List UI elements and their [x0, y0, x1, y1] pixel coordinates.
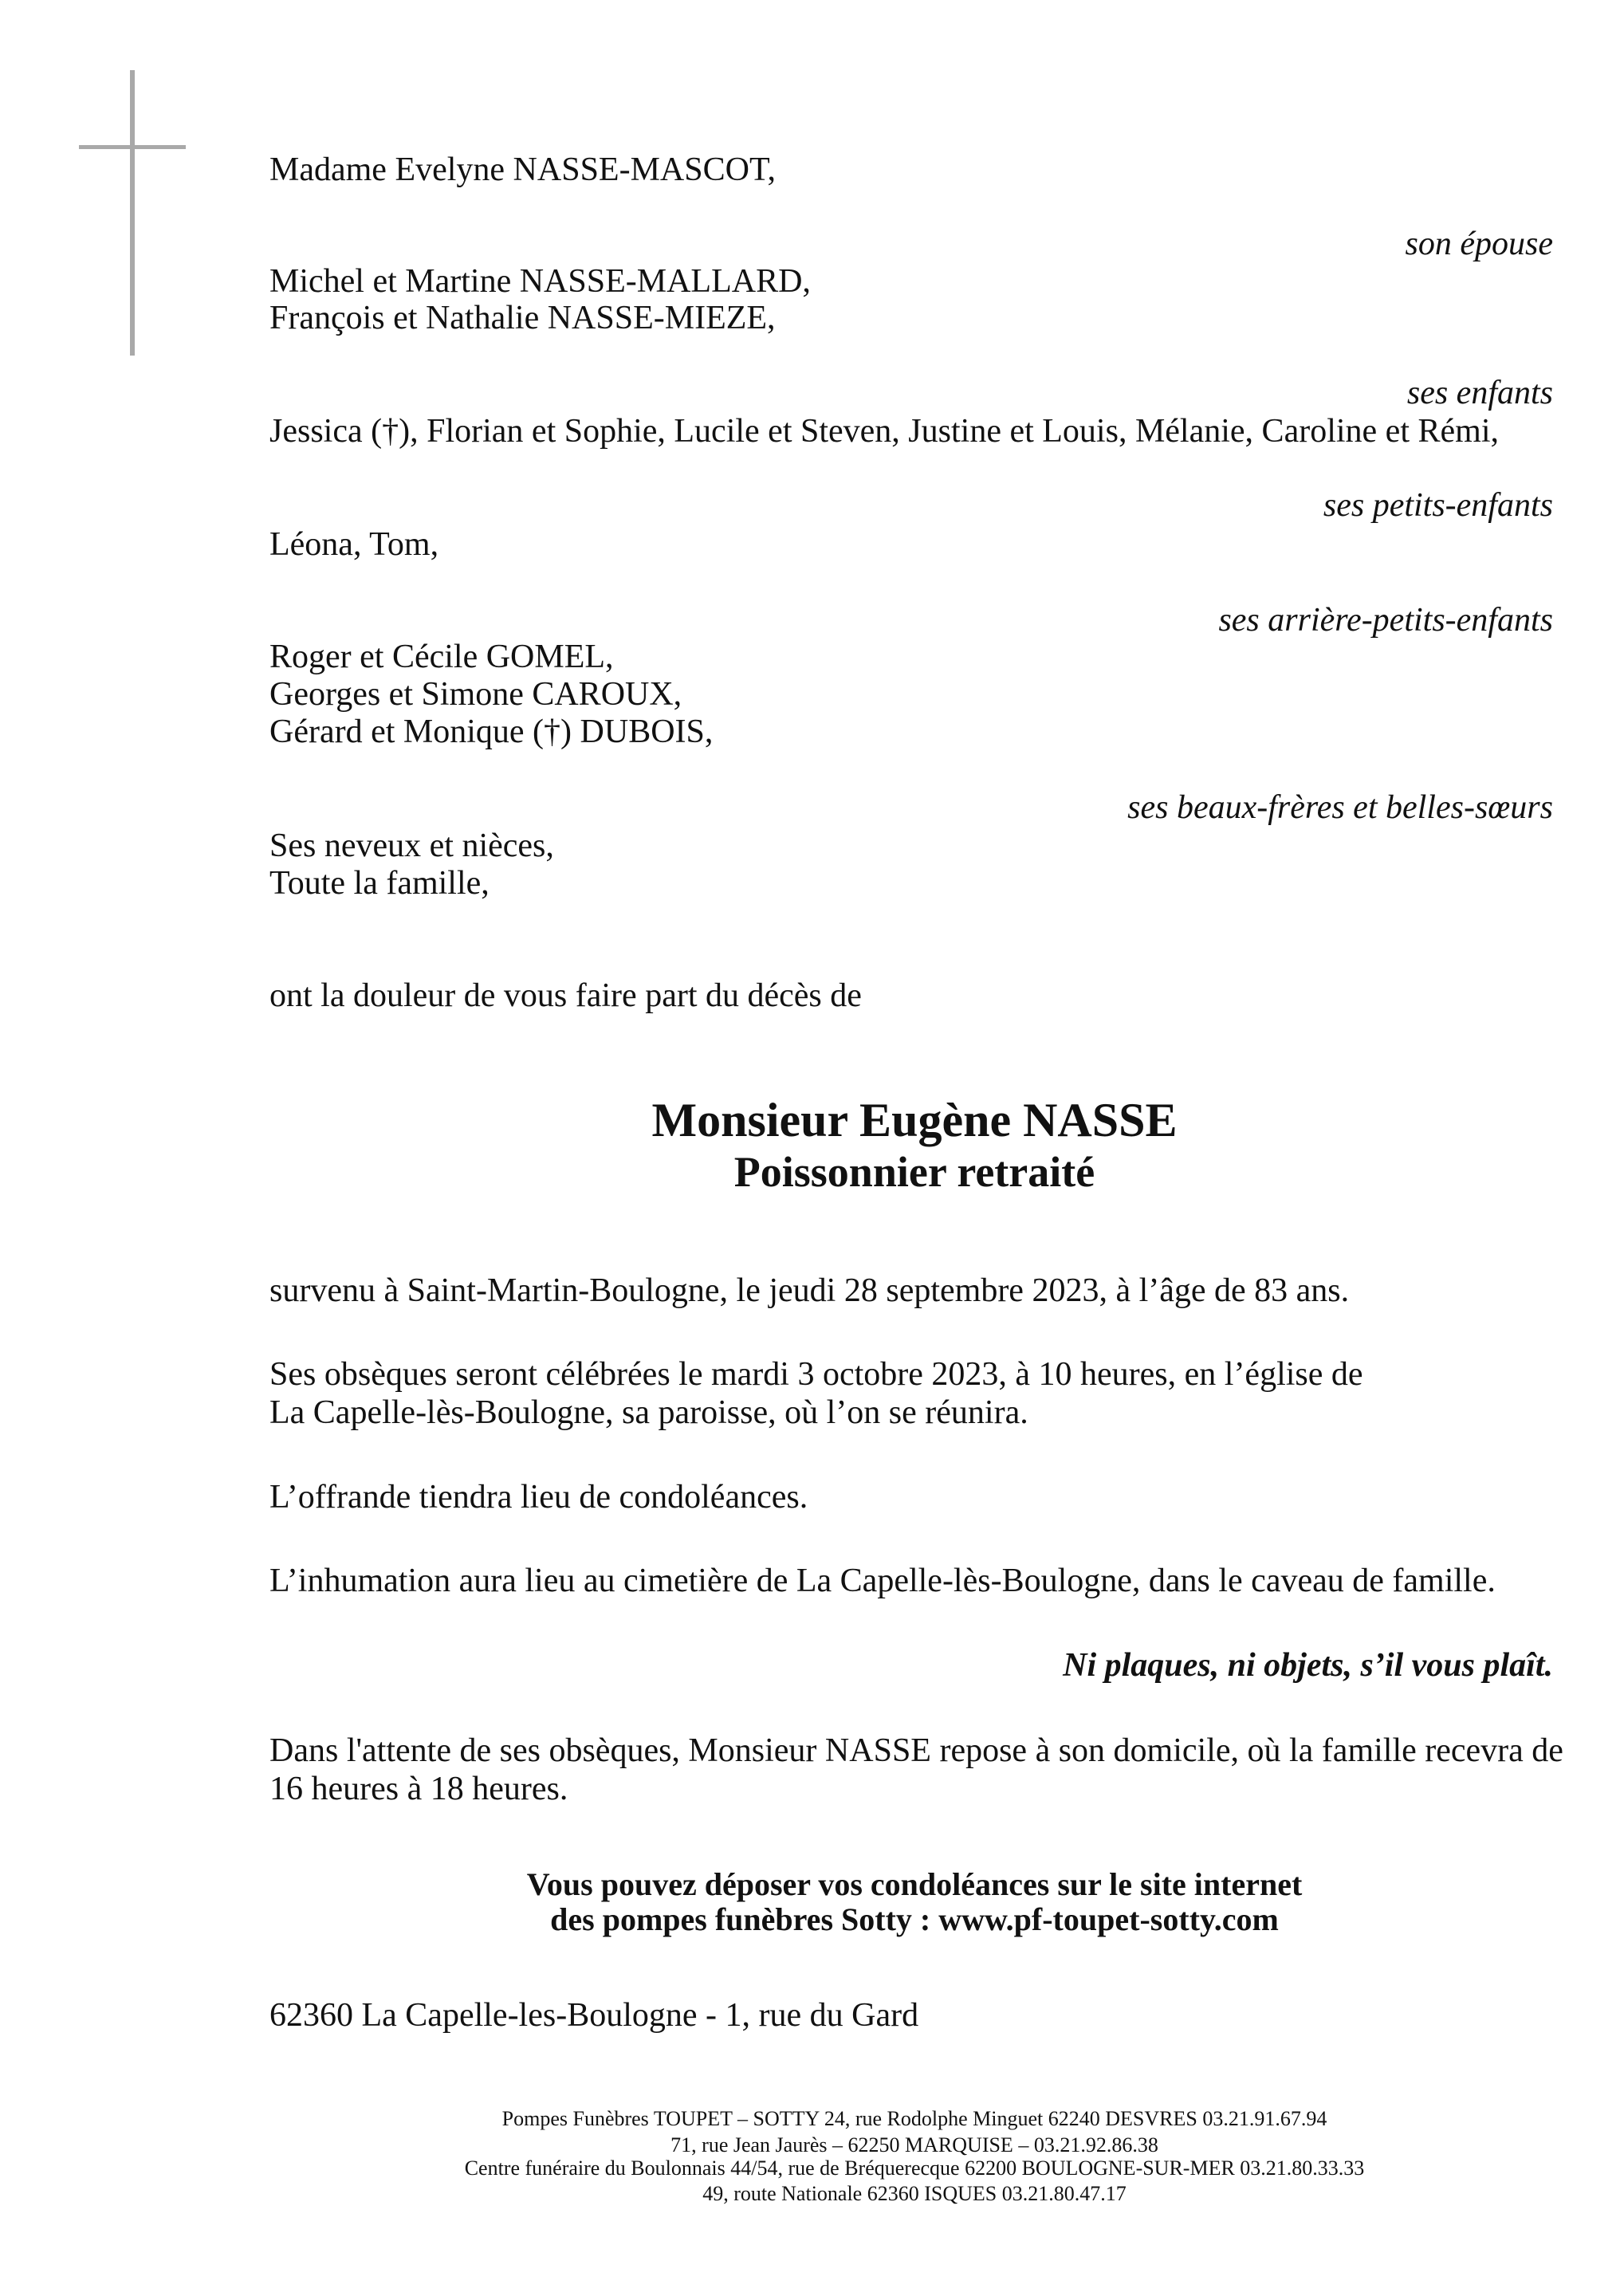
spouse-name: Madame Evelyne NASSE-MASCOT, — [269, 151, 776, 188]
child-name: François et Nathalie NASSE-MIEZE, — [269, 300, 776, 336]
spouse-relation: son épouse — [1405, 226, 1553, 262]
great-grandchildren-relation: ses arrière-petits-enfants — [1218, 602, 1553, 639]
burial-details: L’inhumation aura lieu au cimetière de La Capelle-lès-Boulogne, dans le caveau de famille. — [269, 1563, 1496, 1599]
deceased-name: Monsieur Eugène NASSE — [651, 1094, 1178, 1146]
in-law-name: Gérard et Monique (†) DUBOIS, — [269, 714, 714, 750]
footer-line: Centre funéraire du Boulonnais 44/54, rue de Bréquerecque 62200 BOULOGNE-SUR-MER 03.21.80.33.33 — [464, 2156, 1365, 2180]
in-law-name: Roger et Cécile GOMEL, — [269, 639, 614, 675]
grandchildren-relation: ses petits-enfants — [1323, 487, 1553, 524]
funeral-details: Ses obsèques seront célébrées le mardi 3 octobre 2023, à 10 heures, en l’église de — [269, 1356, 1363, 1393]
cross-vertical-bar — [130, 70, 135, 356]
footer-line: Pompes Funèbres TOUPET – SOTTY 24, rue Rodolphe Minguet 62240 DESVRES 03.21.91.67.94 — [501, 2107, 1327, 2130]
visitation-details: Dans l'attente de ses obsèques, Monsieur NASSE repose à son domicile, où la famille recevra de — [269, 1732, 1563, 1769]
cross-horizontal-bar — [79, 145, 186, 149]
in-law-name: Georges et Simone CAROUX, — [269, 676, 682, 713]
other-relatives: Toute la famille, — [269, 865, 490, 902]
footer-line: 71, rue Jean Jaurès – 62250 MARQUISE – 03.21.92.86.38 — [670, 2133, 1158, 2156]
footer-line: 49, route Nationale 62360 ISQUES 03.21.80.47.17 — [702, 2182, 1127, 2205]
deceased-occupation: Poissonnier retraité — [733, 1148, 1095, 1196]
funeral-details: La Capelle-lès-Boulogne, sa paroisse, où l’on se réunira. — [269, 1394, 1028, 1431]
offering-note: L’offrande tiendra lieu de condoléances. — [269, 1479, 808, 1516]
child-name: Michel et Martine NASSE-MALLARD, — [269, 263, 811, 300]
other-relatives: Ses neveux et nièces, — [269, 828, 554, 864]
in-laws-relation: ses beaux-frères et belles-sœurs — [1127, 789, 1553, 826]
grandchildren-names: Jessica (†), Florian et Sophie, Lucile et Steven, Justine et Louis, Mélanie, Caroline et Rémi, — [269, 413, 1499, 450]
announcement-text: ont la douleur de vous faire part du décès de — [269, 977, 862, 1014]
children-relation: ses enfants — [1406, 375, 1553, 411]
death-details: survenu à Saint-Martin-Boulogne, le jeudi 28 septembre 2023, à l’âge de 83 ans. — [269, 1272, 1350, 1309]
great-grandchildren-names: Léona, Tom, — [269, 526, 439, 563]
visitation-details: 16 heures à 18 heures. — [269, 1771, 568, 1807]
condolences-notice: Vous pouvez déposer vos condoléances sur le site internet — [526, 1866, 1303, 1902]
family-address: 62360 La Capelle-les-Boulogne - 1, rue du Gard — [269, 1997, 919, 2034]
no-flowers-request: Ni plaques, ni objets, s’il vous plaît. — [1063, 1647, 1553, 1684]
condolences-website[interactable]: des pompes funèbres Sotty : www.pf-toupet-sotty.com — [550, 1901, 1279, 1937]
